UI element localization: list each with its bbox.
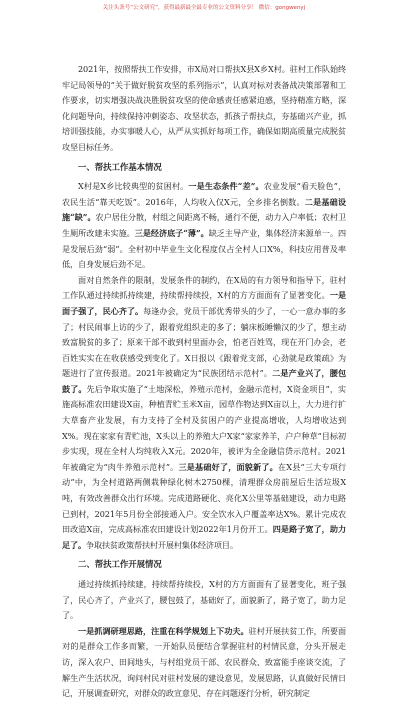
paragraph-text: 缺乏主导产业，集体经济来源单一。四是发展后劲“弱”。全村初中毕业生文化程度仅占全村人口X%，科技应用普及率低，自身发展后劲不足。 bbox=[62, 227, 347, 270]
paragraph-text: X村是X乡比较典型的贫困村。 bbox=[78, 181, 189, 192]
bold-phrase: 二是产业兴了，腰包鼓了。 bbox=[62, 368, 347, 394]
paragraph-text: 面对自然条件的限制，发展条件的制约，在X局的有力领导和指导下，驻村工作队通过持续抓持续建，持续帮持续投，X村的方方面面有了显著变化。 bbox=[62, 274, 346, 301]
paragraph bbox=[62, 179, 346, 273]
paragraph-text: 农户居住分散，村组之间距离不畅，通行不便，动力入户率低；农村卫生厕所改建未实施。 bbox=[62, 212, 347, 238]
paragraph-text: 先后争取实施了“土地深松，养殖示范村，金融示范村，X资金项目”，实施高标准农田建设X亩，种植青贮玉米X亩，园草作物达到X亩以上，大力进行扩大草畜产业发展，有力支持了全村及贫困户的产业提高增收，人均增收达到X%。现在家家有青贮池，X头以上的养殖大户X家“家家养羊，户户种草”目标初步实现，现在全村人均纯收入X元。2020年，被评为全金融信贷示范村。2021年被确定为“肉牛养殖示范村”。 bbox=[62, 383, 347, 472]
document-body bbox=[62, 62, 346, 702]
bold-phrase: 三是经济底子“薄”。 bbox=[134, 227, 209, 238]
bold-phrase: 四是路子宽了，助力足了。 bbox=[62, 524, 346, 550]
section-heading: 一、帮扶工作基本情况 bbox=[78, 161, 162, 172]
section-heading: 二、帮扶工作开展情况 bbox=[78, 559, 162, 570]
bold-phrase: 三是基础好了，面貌新了。 bbox=[178, 461, 278, 472]
paragraph: 通过持续抓持续建，持续帮持续投，X村的方方面面有了显著变化，班子强了，民心齐了，产业兴了，腰包鼓了，基础好了，面貌新了，路子宽了，助力足了。 bbox=[62, 579, 346, 621]
bold-phrase: 一是抓调研理思路，注重在科学规划上下功夫。 bbox=[78, 625, 249, 636]
paragraph-text: 农业发展“看天脸色”，农民生活“靠天吃饭”。2016年，人均收入仅X元，全乡排名倒数。 bbox=[62, 181, 346, 207]
bold-phrase: 一是生态条件“差”。 bbox=[188, 181, 264, 192]
paragraph-text: 驻村开展扶贫工作，所要面对的是群众工作多而繁，一开始队员便结合掌握驻村的村情民意，分头开展走访，深入农户、田间地头，与村组党员干部、农民群众、致富能手座谈交流，了解生产生活状况，询问村民对驻村发展的建设意见，发展思路，认真做好民情日记，开展调查研究，对群众的政宣意见、存在问题逐行分析，研究制定 bbox=[62, 625, 346, 699]
intro-paragraph: 2021年，按照帮扶工作安排，市X局对口帮扶X县X乡X村。驻村工作队始终牢记局领导的“关于做好脱贫攻坚的系列指示”，认真对标对表备战决策部署和工作要求，切实增强决战决胜脱贫攻坚的使命感责任感紧迫感，坚持精准方略，深化问题导向，持续保持冲刺姿态、攻坚状态，抓孩子帮扶点，夯基础兴产业，抓培训强技能，办实事暖人心，从严从实抓好每项工作，确保如期高质量完成脱贫攻坚目标任务。 bbox=[62, 64, 346, 152]
paragraph-text: 在X县“三大专项行动”中，为全村道路两侧栽种绿化树木2750棵，清理群众房前屋后生活垃圾X吨，有效改善群众出行环境。完成道路硬化、亮化X公里等基础建设，动力电路已到村，2021年5月份全部接通入户。安全饮水入户覆盖率达X%。累计完成农田改造X亩，完成高标准农田建设计划2022年1月份开工。 bbox=[62, 461, 346, 535]
paragraph bbox=[62, 273, 346, 554]
paragraph bbox=[62, 624, 346, 702]
bold-phrase: 二是基础设施“缺”。 bbox=[62, 196, 346, 223]
bold-phrase: 一是面子强了，民心齐了。 bbox=[62, 290, 346, 316]
top-banner: 关注头条号“公文研究”，获得最新最全最专业的公文资料分享！ 微信：gongwenyj bbox=[102, 5, 306, 11]
paragraph-text: 每逢办会，党员干部优秀带头的少了，一心一意办事的多了；村民闹事上访的少了，跟着党组织走的多了；躺床板睡懒汉的少了，想主动致富脱贫的多了；原来干部不敢到村里面办会，怕老百姓骂，现在开门办会，老百姓实实在在收获感受到变化了。X日报以《跟着党支部，心劲就是政策疏》为题进行了宣传报道。2021年被确定为“民族团结示范村”。 bbox=[62, 305, 346, 379]
paragraph-text: 争取扶贫政策帮扶村开展村集体经济项目。 bbox=[85, 539, 238, 550]
